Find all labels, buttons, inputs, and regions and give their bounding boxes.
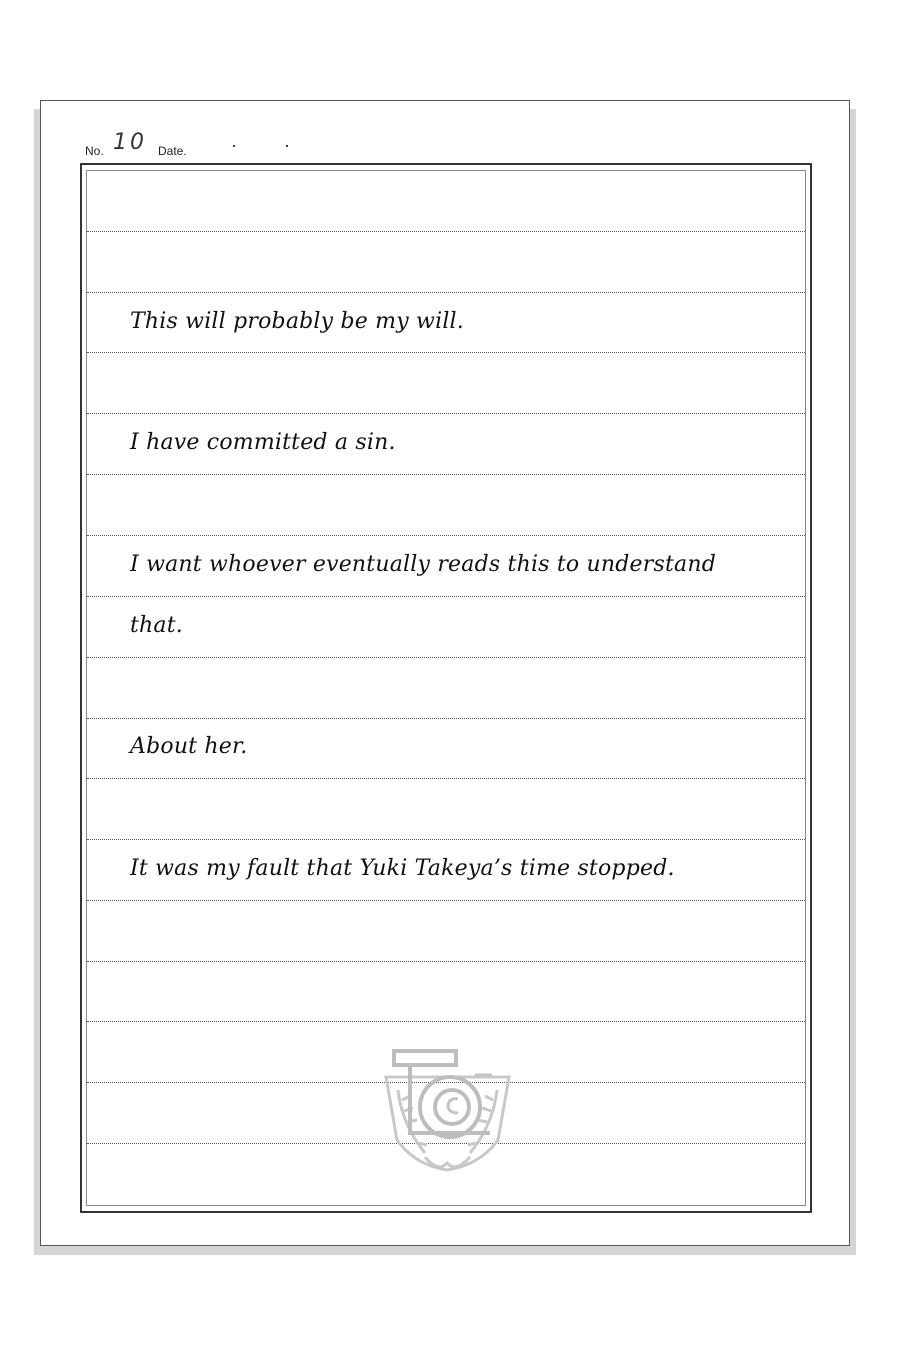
ruled-line [87,474,805,475]
ruled-line [87,413,805,414]
handwritten-line-2: I have committed a sin. [130,430,396,455]
handwritten-line-1: This will probably be my will. [130,309,464,334]
handwritten-line-5: About her. [130,734,248,759]
ruled-line [87,1021,805,1022]
ruled-line [87,839,805,840]
handwritten-line-4: that. [130,613,183,638]
school-emblem-icon [380,1045,515,1175]
date-label: Date. [158,144,187,158]
handwritten-line-6: It was my fault that Yuki Takeya’s time stopped. [130,856,675,881]
handwritten-line-3: I want whoever eventually reads this to understand [130,552,716,577]
ruled-line [87,535,805,536]
ruled-line [87,778,805,779]
ruled-line [87,231,805,232]
ruled-line [87,657,805,658]
ruled-line [87,900,805,901]
ruled-line [87,718,805,719]
date-separator-second: · [284,135,290,155]
ruled-line [87,352,805,353]
page-number-label: No. [85,144,104,158]
ruled-line [87,596,805,597]
page-number-value: 10 [113,130,147,155]
ruled-line [87,292,805,293]
date-separator-first: · [231,135,237,155]
ruled-line [87,961,805,962]
